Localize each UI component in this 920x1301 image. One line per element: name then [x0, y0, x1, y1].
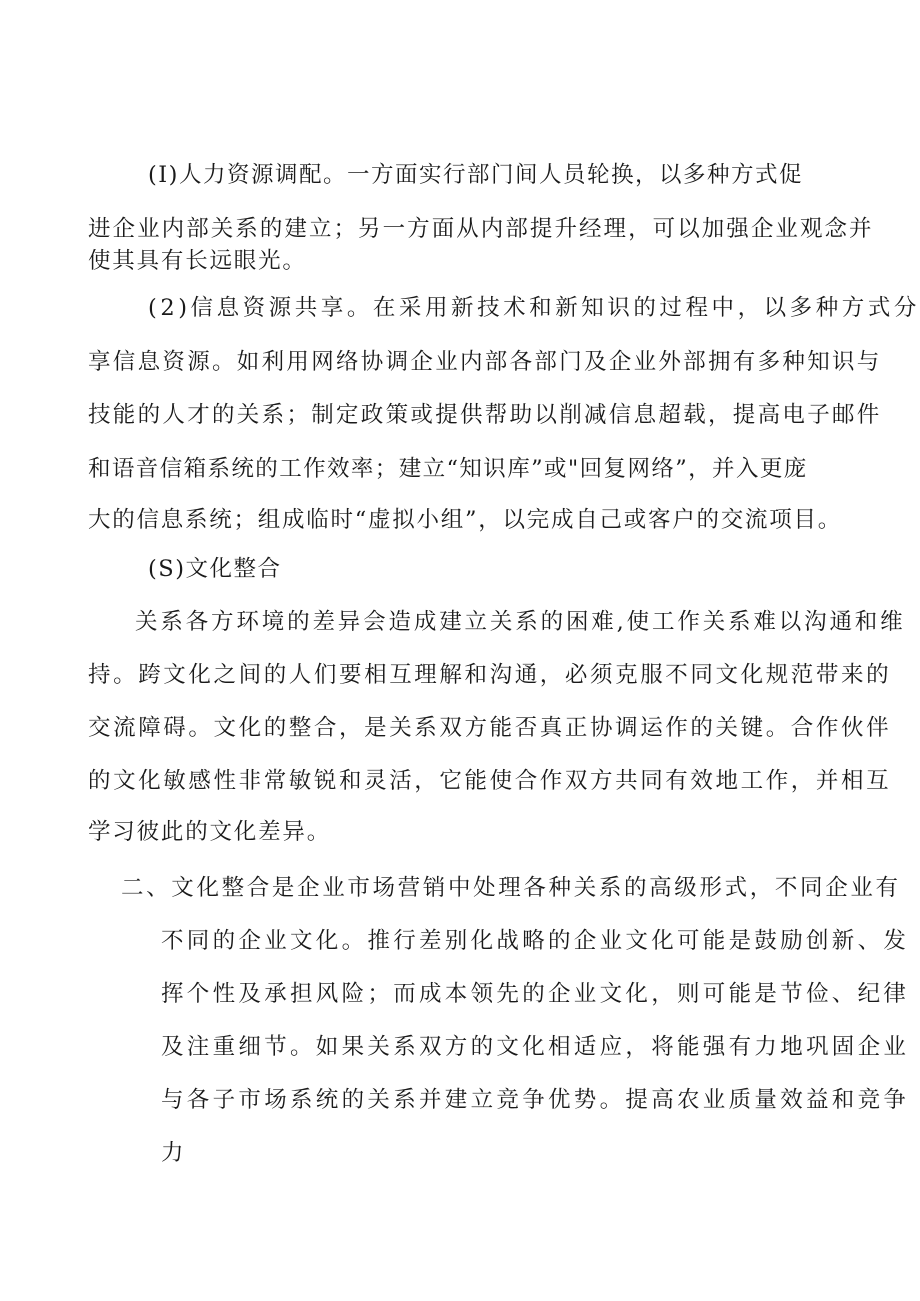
paragraph-5-line-2: 不同的企业文化。推行差别化战略的企业文化可能是鼓励创新、发: [161, 928, 910, 954]
paragraph-2-line-5: 大的信息系统；组成临时“虚拟小组”，以完成自己或客户的交流项目。: [88, 507, 843, 533]
paragraph-1-line-2: 进企业内部关系的建立；另一方面从内部提升经理，可以加强企业观念并: [88, 216, 874, 242]
paragraph-2-line-4: 和语音信箱系统的工作效率；建立“知识库”或"回复网络”，并入更庞: [88, 456, 808, 482]
paragraph-1-line-3: 使其具有长远眼光。: [88, 248, 307, 274]
paragraph-2-line-3: 技能的人才的关系；制定政策或提供帮助以削减信息超载，提高电子邮件: [88, 402, 882, 428]
paragraph-5-line-6: 力: [161, 1140, 184, 1166]
section-heading-culture-integration: (S)文化整合: [148, 556, 282, 582]
paragraph-5-line-4: 及注重细节。如果关系双方的文化相适应，将能强有力地巩固企业: [161, 1034, 910, 1060]
paragraph-5-line-5: 与各子市场系统的关系并建立竞争优势。提高农业质量效益和竞争: [161, 1087, 910, 1113]
paragraph-4-line-4: 的文化敏感性非常敏锐和灵活，它能使合作双方共同有效地工作，并相互: [88, 768, 892, 794]
paragraph-4-line-1: 关系各方环境的差异会造成建立关系的困难,使工作关系难以沟通和维: [135, 609, 906, 635]
paragraph-2-line-1: (2)信息资源共享。在采用新技术和新知识的过程中，以多种方式分: [148, 295, 920, 321]
paragraph-4-line-2: 持。跨文化之间的人们要相互理解和沟通，必须克服不同文化规范带来的: [88, 662, 892, 688]
paragraph-5-line-3: 挥个性及承担风险；而成本领先的企业文化，则可能是节俭、纪律: [161, 981, 910, 1007]
paragraph-1-line-1: (I)人力资源调配。一方面实行部门间人员轮换，以多种方式促: [148, 162, 803, 188]
paragraph-2-line-2: 享信息资源。如利用网络协调企业内部各部门及企业外部拥有多种知识与: [88, 349, 882, 375]
paragraph-5-line-1: 二、文化整合是企业市场营销中处理各种关系的高级形式，不同企业有: [121, 875, 901, 901]
paragraph-4-line-5: 学习彼此的文化差异。: [88, 819, 332, 845]
paragraph-4-line-3: 交流障碍。文化的整合，是关系双方能否真正协调运作的关键。合作伙伴: [88, 715, 892, 741]
